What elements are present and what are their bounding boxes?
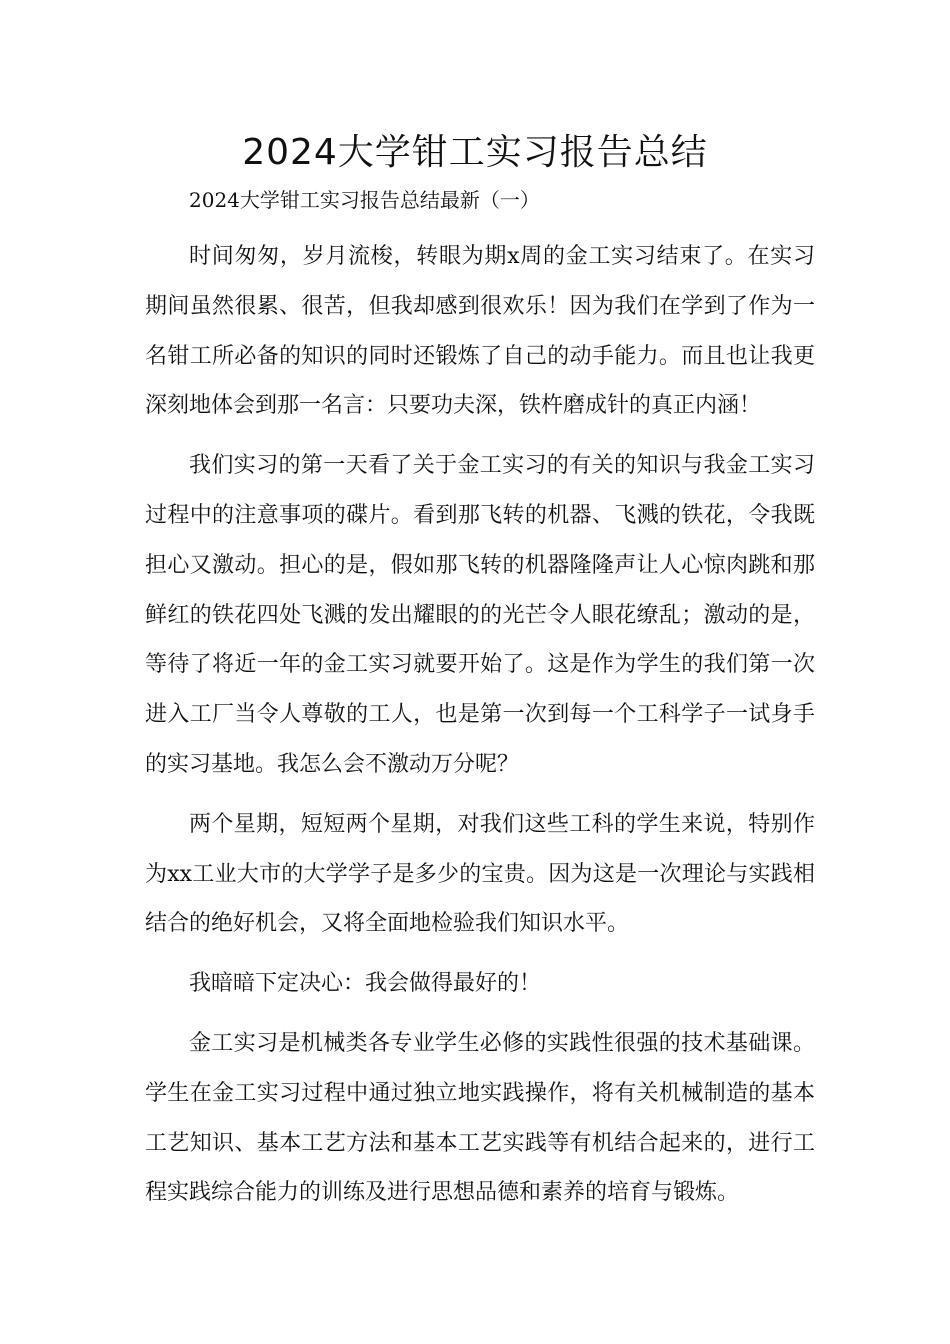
paragraph: 我们实习的第一天看了关于金工实习的有关的知识与我金工实习过程中的注意事项的碟片。看到那飞转的机器、飞溅的铁花，令我既担心又激动。担心的是，假如那飞转的机器隆隆声让人心惊肉跳和那鲜红的铁花四处飞溅的发出耀眼的的光芒令人眼花缭乱；激动的是，等待了将近一年的金工实习就要开始了。这是作为学生的我们第一次进入工厂当令人尊敬的工人，也是第一次到每一个工科学子一试身手的实习基地。我怎么会不激动万分呢？ [145, 453, 815, 777]
document-subtitle: 2024大学钳工实习报告总结最新（一） [189, 188, 540, 212]
paragraph: 时间匆匆，岁月流梭，转眼为期x周的金工实习结束了。在实习期间虽然很累、很苦，但我却感到很欢乐！因为我们在学到了作为一名钳工所必备的知识的同时还锻炼了自己的动手能力。而且也让我更深刻地体会到那一名言：只要功夫深，铁杵磨成针的真正内涵！ [145, 244, 815, 419]
paragraph: 我暗暗下定决心：我会做得最好的！ [189, 971, 542, 997]
paragraph: 金工实习是机械类各专业学生必修的实践性很强的技术基础课。学生在金工实习过程中通过独立地实践操作，将有关机械制造的基本工艺知识、基本工艺方法和基本工艺实践等有机结合起来的，进行工程实践综合能力的训练及进行思想品德和素养的培育与锻炼。 [145, 1030, 815, 1206]
document-body [145, 180, 815, 1218]
paragraph: 两个星期，短短两个星期，对我们这些工科的学生来说，特别作为xx工业大市的大学学子是多少的宝贵。因为这是一次理论与实践相结合的绝好机会，又将全面地检验我们知识水平。 [145, 811, 815, 937]
document-title: 2024大学钳工实习报告总结 [242, 132, 708, 173]
